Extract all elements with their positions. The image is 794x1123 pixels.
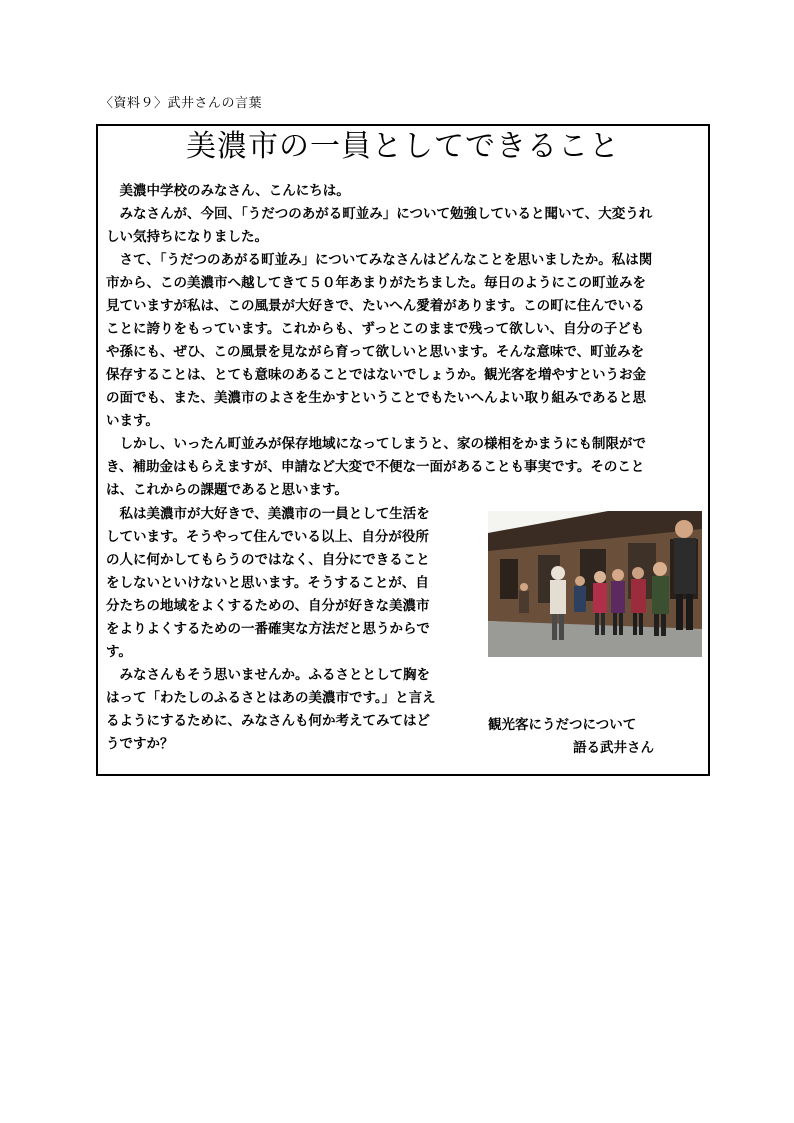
content-frame [96, 124, 710, 776]
paragraph-townscape [106, 249, 706, 433]
paragraph-greeting [106, 180, 706, 203]
photo-caption-line1: 観光客にうだつについて [488, 717, 637, 733]
text-line: す。 [106, 644, 132, 660]
paragraph-intro [106, 203, 706, 249]
text-line: 分たちの地域をよくするための、自分が好きな美濃市 [106, 598, 430, 614]
photo-caption-line2: 語る武井さん [573, 740, 654, 756]
paragraph-closing [106, 664, 461, 756]
paragraph-issues [106, 433, 706, 502]
text-line: しかし、いったん町並みが保存地域になってしまうと、家の様相をかまうにも制限がで [106, 436, 646, 452]
page-title: 美濃市の一員としてできること [186, 129, 620, 164]
text-line: しています。そうやって住んでいる以上、自分が役所 [106, 529, 429, 545]
text-line: みなさんもそう思いませんか。ふるさととして胸を [106, 667, 430, 683]
text-line: や孫にも、ぜひ、この風景を見ながら育って欲しいと思います。そんな意味で、町並みを [106, 344, 645, 360]
text-line: みなさんが、今回、「うだつのあがる町並み」について勉強していると聞いて、大変うれ [106, 206, 653, 222]
text-line: うですか？ [106, 736, 174, 752]
text-line: 市から、この美濃市へ越してきて５０年あまりがたちました。毎日のようにこの町並みを [106, 275, 646, 291]
text-line: の面でも、また、美濃市のよさを生かすということでもたいへんよい取り組みであると思 [106, 390, 646, 406]
document-caption: 〈資料９〉武井さんの言葉 [100, 96, 263, 111]
text-line: しい気持ちになりました。 [106, 229, 268, 245]
text-line: 見ていますが私は、この風景が大好きで、たいへん愛着があります。この町に住んでいる [106, 298, 645, 314]
text-line: をよりよくするための一番確実な方法だと思うからで [106, 621, 430, 637]
text-line: さて、「うだつのあがる町並み」についてみなさんはどんなことを思いましたか。私は関 [106, 252, 653, 268]
text-line: 保存することは、とても意味のあることではないでしょうか。観光客を増やすというお金 [106, 367, 646, 383]
townscape-photo-image [488, 511, 702, 657]
text-line: の人に何かしてもらうのではなく、自分にできること [106, 552, 430, 568]
text-line: 美濃中学校のみなさん、こんにちは。 [106, 183, 350, 199]
text-line: き、補助金はもらえますが、申請など大変で不便な一面があることも事実です。そのこと [106, 459, 645, 475]
text-line: ことに誇りをもっています。これからも、ずっとこのままで残って欲しい、自分の子ども [106, 321, 645, 337]
text-line: るようにするために、みなさんも何か考えてみてはど [106, 713, 430, 729]
text-line: はって「わたしのふるさとはあの美濃市です。」と言え [106, 690, 436, 706]
townscape-photo [488, 511, 702, 657]
text-line: をしないといけないと思います。そうすることが、自 [106, 575, 429, 591]
text-line: 私は美濃市が大好きで、美濃市の一員として生活を [106, 506, 430, 522]
text-line: います。 [106, 413, 159, 429]
paragraph-community [106, 503, 461, 664]
text-line: は、これからの課題であると思います。 [106, 482, 348, 498]
